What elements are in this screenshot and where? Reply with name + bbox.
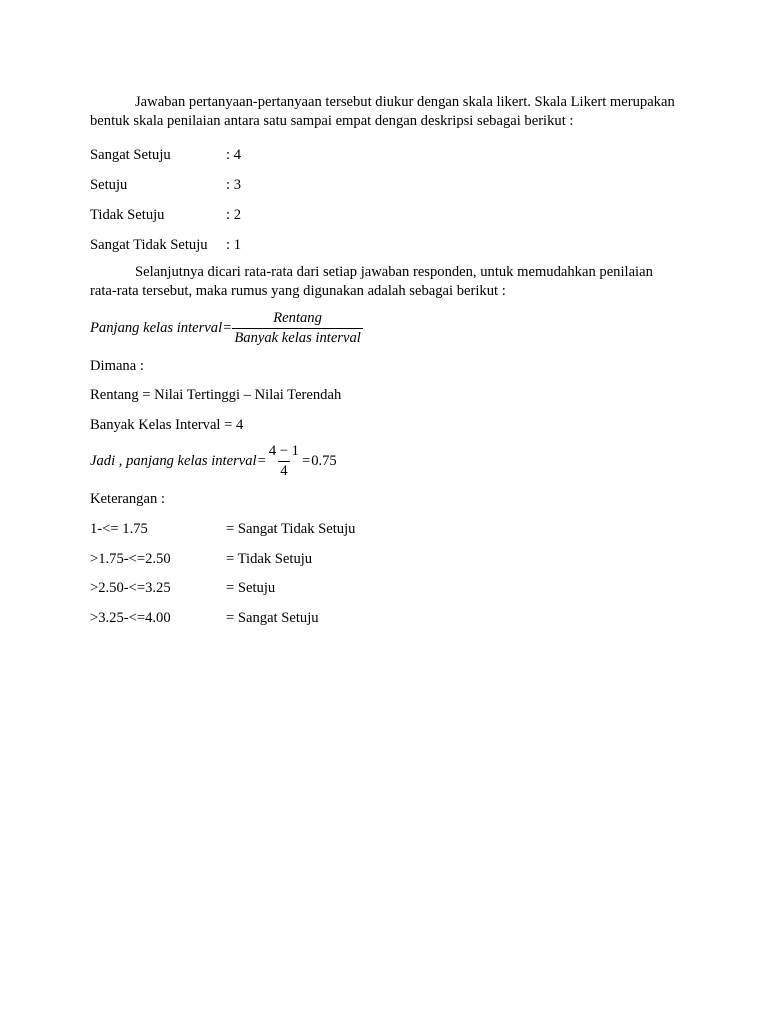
range-row [90,574,680,604]
range-value: >1.75-<=2.50 [90,550,171,567]
scale-label: Sangat Tidak Setuju [90,236,208,253]
intro-paragraph: Jawaban pertanyaan-pertanyaan tersebut diukur dengan skala likert. Skala Likert merupakan bentuk skala penilaian antara satu sampai empat dengan deskripsi sebagai berikut : [90,94,675,129]
range-value: >2.50-<=3.25 [90,580,171,597]
range-row [90,604,680,634]
formula-fraction [232,310,362,347]
banyak-kelas-definition: Banyak Kelas Interval = 4 [90,417,244,434]
keterangan-label: Keterangan : [90,490,165,507]
equals-sign: = [257,452,266,469]
document-page [90,93,680,634]
formula-lhs: Jadi , panjang kelas interval [90,452,257,469]
fraction-denominator: 4 [280,462,288,479]
scale-row [90,141,680,171]
range-description: = Tidak Setuju [226,550,313,567]
rentang-definition: Rentang = Nilai Tertinggi – Nilai Terendah [90,387,342,404]
formula-fraction [267,443,301,480]
scale-row [90,171,680,201]
range-row [90,544,680,574]
fraction-numerator: Rentang [273,310,322,327]
second-paragraph: Selanjutnya dicari rata-rata dari setiap jawaban responden, untuk memudahkan penilaian rata-rata tersebut, maka rumus yang digunakan adalah sebagai berikut : [90,264,653,300]
scale-row [90,230,680,260]
formula-lhs: Panjang kelas interval [90,320,223,337]
formula-result: 0.75 [311,452,337,469]
scale-label: Setuju [90,177,128,194]
dimana-label: Dimana : [90,357,144,374]
range-description: = Sangat Setuju [226,610,319,627]
range-value: 1-<= 1.75 [90,520,148,537]
equals-sign: = [223,320,232,337]
scale-row [90,201,680,231]
fraction-denominator: Banyak kelas interval [234,330,361,347]
equals-sign: = [301,452,311,469]
scale-value: : 3 [226,177,241,194]
scale-value: : 1 [226,236,241,253]
range-row [90,514,680,544]
scale-label: Tidak Setuju [90,206,165,223]
range-description: = Setuju [226,580,276,597]
range-description: = Sangat Tidak Setuju [226,520,356,537]
range-value: >3.25-<=4.00 [90,610,171,627]
scale-value: : 4 [226,147,241,164]
interval-length-formula [90,310,680,347]
scale-label: Sangat Setuju [90,147,171,164]
fraction-numerator: 4 − 1 [268,442,299,459]
scale-value: : 2 [226,206,241,223]
interval-calculation-formula [90,443,680,480]
